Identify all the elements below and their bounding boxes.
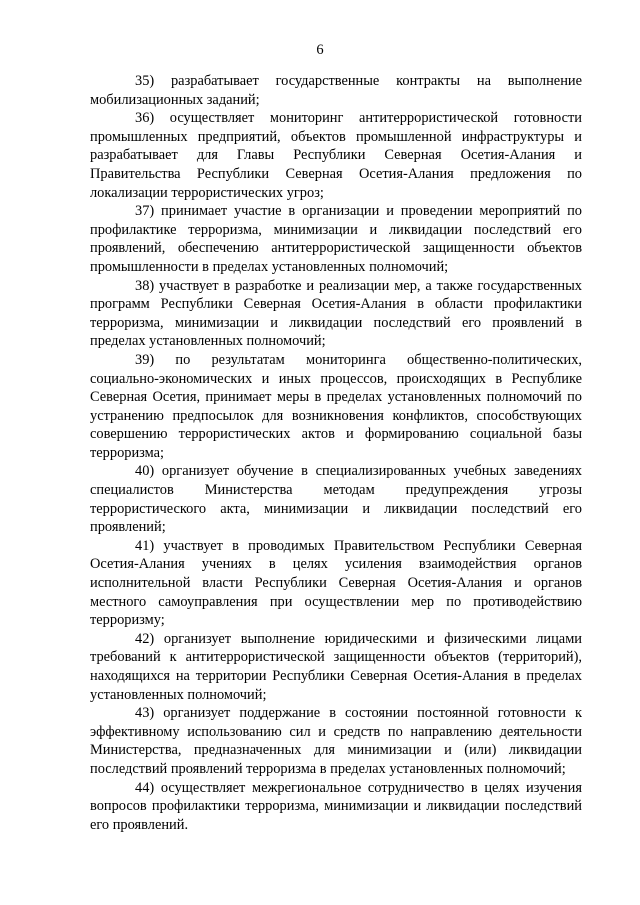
paragraph-item-42: 42) организует выполнение юридическими и физическими лицами требований к антитеррористической защищенности объектов (территорий), находящихся на территории Республики Северная Осетия-Алания в пределах установленных полномочий; xyxy=(90,630,582,703)
paragraph-item-44: 44) осуществляет межрегиональное сотрудничество в целях изучения вопросов профилактики терроризма, минимизации и ликвидации последствий его проявлений. xyxy=(90,779,582,833)
paragraph-item-37: 37) принимает участие в организации и проведении мероприятий по профилактике терроризма, минимизации и ликвидации последствий его проявлений, обеспечению антитеррористической защищенности объектов промышленности в пределах установленных полномочий; xyxy=(90,203,582,275)
paragraph-item-43: 43) организует поддержание в состоянии постоянной готовности к эффективному использованию сил и средств по направлению деятельности Министерства, предназначенных для минимизации и (или) ликвидации последствий проявлений терроризма в пределах установленных полномочий; xyxy=(90,705,582,777)
paragraph-item-39: 39) по результатам мониторинга общественно-политических, социально-экономических и иных процессов, происходящих в Республике Северная Осетия, принимает меры в пределах установленных полномочий по устранению предпосылок для возникновения конфликтов, способствующих совершению террористических актов и формированию социальной базы терроризма; xyxy=(90,351,582,461)
paragraph-item-36: 36) осуществляет мониторинг антитеррористической готовности промышленных предприятий, объектов промышленной инфраструктуры и разрабатывает для Главы Республики Северная Осетия-Алания и Правительства Республики Северная Осетия-Алания предложения по локализации террористических угроз; xyxy=(90,110,582,201)
paragraph-item-40: 40) организует обучение в специализированных учебных заведениях специалистов Министерства методам предупреждения угрозы террористического акта, минимизации и ликвидации последствий его проявлений; xyxy=(90,463,582,536)
page-number: 6 xyxy=(316,42,324,58)
paragraph-item-38: 38) участвует в разработке и реализации мер, а также государственных программ Республики Северная Осетия-Алания в области профилактики терроризма, минимизации и ликвидации последствий его проявлений в пределах установленных полномочий; xyxy=(90,277,582,350)
paragraph-item-35: 35) разрабатывает государственные контракты на выполнение мобилизационных заданий; xyxy=(90,73,582,108)
document-body xyxy=(90,72,582,834)
paragraph-item-41: 41) участвует в проводимых Правительством Республики Северная Осетия-Алания учениях в целях усиления взаимодействия органов исполнительной власти Республики Северная Осетия-Алания и органов местного самоуправления при осуществлении мер по противодействию терроризму; xyxy=(90,537,582,629)
